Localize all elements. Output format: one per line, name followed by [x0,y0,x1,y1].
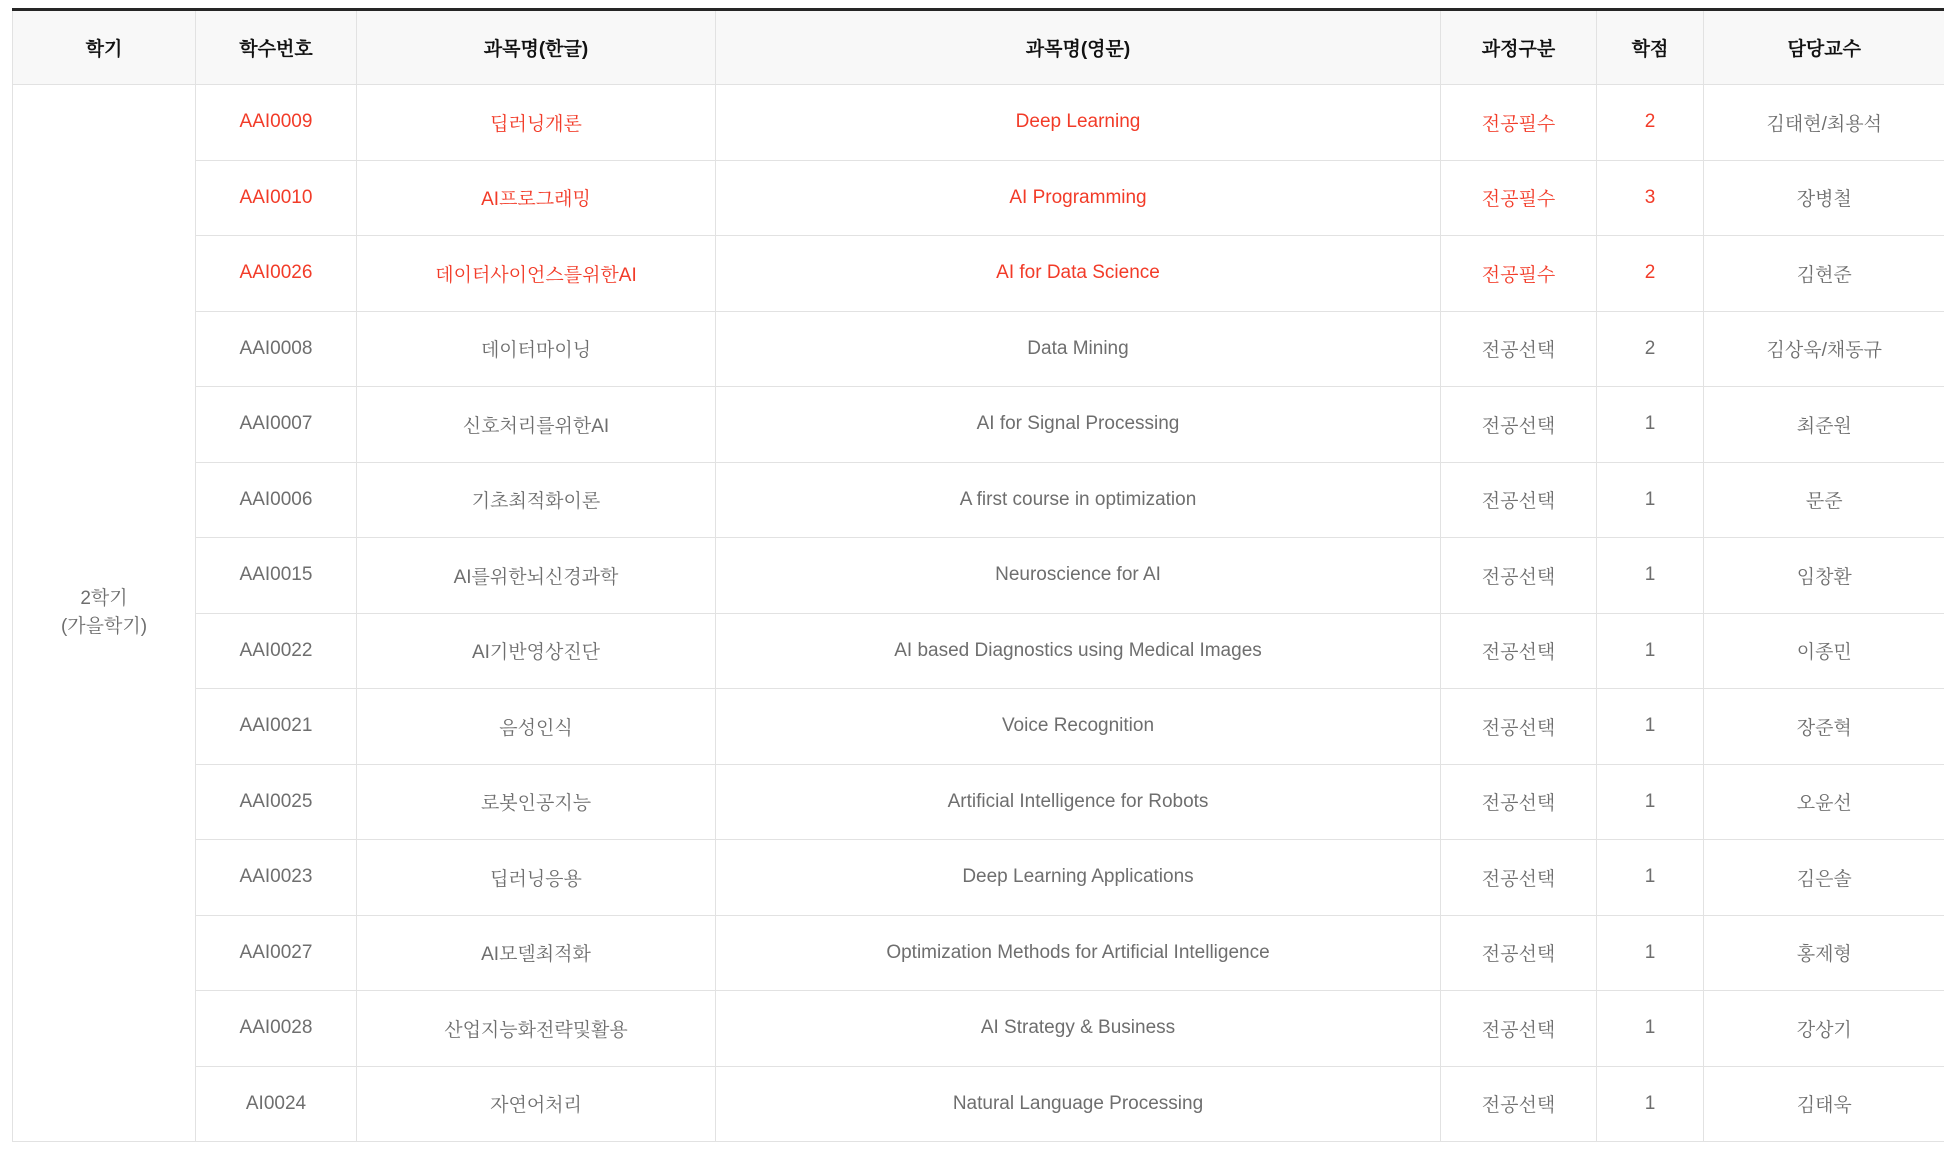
table-row [13,1066,1944,1142]
course-name-kr-cell: 딥러닝응용 [357,840,716,916]
table-row [13,915,1944,991]
header-course-name-en: 과목명(영문) [716,10,1441,85]
credits-cell: 2 [1597,311,1704,387]
course-type-cell: 전공선택 [1441,613,1597,689]
table-row [13,311,1944,387]
course-name-en-cell: Voice Recognition [716,689,1441,765]
course-name-en-cell: AI for Data Science [716,236,1441,312]
header-credits: 학점 [1597,10,1704,85]
header-course-type: 과정구분 [1441,10,1597,85]
credits-cell: 1 [1597,915,1704,991]
professor-cell: 김현준 [1704,236,1944,312]
table-row [13,462,1944,538]
credits-cell: 1 [1597,1066,1704,1142]
table-row [13,160,1944,236]
course-name-kr-cell: AI프로그래밍 [357,160,716,236]
course-code-cell: AAI0008 [196,311,357,387]
course-name-en-cell: Natural Language Processing [716,1066,1441,1142]
professor-cell: 김태욱 [1704,1066,1944,1142]
course-table [12,8,1944,1142]
credits-cell: 1 [1597,613,1704,689]
course-type-cell: 전공선택 [1441,1066,1597,1142]
course-name-kr-cell: 로봇인공지능 [357,764,716,840]
course-type-cell: 전공선택 [1441,991,1597,1067]
course-code-cell: AAI0028 [196,991,357,1067]
professor-cell: 장준혁 [1704,689,1944,765]
course-name-en-cell: A first course in optimization [716,462,1441,538]
course-code-cell: AI0024 [196,1066,357,1142]
course-code-cell: AAI0022 [196,613,357,689]
table-row [13,538,1944,614]
professor-cell: 홍제형 [1704,915,1944,991]
course-name-kr-cell: 자연어처리 [357,1066,716,1142]
course-code-cell: AAI0015 [196,538,357,614]
credits-cell: 1 [1597,764,1704,840]
course-name-en-cell: AI for Signal Processing [716,387,1441,463]
credits-cell: 2 [1597,85,1704,161]
table-row [13,85,1944,161]
course-name-en-cell: AI based Diagnostics using Medical Images [716,613,1441,689]
course-name-en-cell: Artificial Intelligence for Robots [716,764,1441,840]
course-name-kr-cell: 딥러닝개론 [357,85,716,161]
header-course-code: 학수번호 [196,10,357,85]
course-type-cell: 전공선택 [1441,538,1597,614]
professor-cell: 임창환 [1704,538,1944,614]
course-name-kr-cell: AI모델최적화 [357,915,716,991]
semester-line: (가을학기) [21,613,187,641]
course-code-cell: AAI0006 [196,462,357,538]
course-code-cell: AAI0009 [196,85,357,161]
professor-cell: 최준원 [1704,387,1944,463]
credits-cell: 2 [1597,236,1704,312]
credits-cell: 3 [1597,160,1704,236]
course-code-cell: AAI0025 [196,764,357,840]
professor-cell: 이종민 [1704,613,1944,689]
credits-cell: 1 [1597,689,1704,765]
course-type-cell: 전공선택 [1441,387,1597,463]
course-type-cell: 전공선택 [1441,689,1597,765]
table-row [13,613,1944,689]
course-name-kr-cell: 데이터마이닝 [357,311,716,387]
course-name-en-cell: AI Programming [716,160,1441,236]
table-header [13,10,1944,85]
course-type-cell: 전공선택 [1441,915,1597,991]
credits-cell: 1 [1597,840,1704,916]
semester-line: 2학기 [21,585,187,613]
table-body [13,85,1944,1142]
table-row [13,840,1944,916]
header-professor: 담당교수 [1704,10,1944,85]
semester-cell [13,85,196,1142]
course-name-kr-cell: AI를위한뇌신경과학 [357,538,716,614]
professor-cell: 강상기 [1704,991,1944,1067]
course-name-en-cell: Data Mining [716,311,1441,387]
course-name-en-cell: Neuroscience for AI [716,538,1441,614]
course-type-cell: 전공선택 [1441,764,1597,840]
credits-cell: 1 [1597,462,1704,538]
table-row [13,689,1944,765]
professor-cell: 오윤선 [1704,764,1944,840]
course-type-cell: 전공필수 [1441,160,1597,236]
professor-cell: 문준 [1704,462,1944,538]
credits-cell: 1 [1597,538,1704,614]
professor-cell: 김은솔 [1704,840,1944,916]
course-type-cell: 전공필수 [1441,85,1597,161]
course-code-cell: AAI0007 [196,387,357,463]
table-row [13,991,1944,1067]
header-row [13,10,1944,85]
course-name-kr-cell: 신호처리를위한AI [357,387,716,463]
professor-cell: 김상욱/채동규 [1704,311,1944,387]
course-name-en-cell: Deep Learning Applications [716,840,1441,916]
course-name-kr-cell: AI기반영상진단 [357,613,716,689]
table-row [13,764,1944,840]
course-code-cell: AAI0027 [196,915,357,991]
professor-cell: 김태현/최용석 [1704,85,1944,161]
table-row [13,236,1944,312]
course-name-kr-cell: 데이터사이언스를위한AI [357,236,716,312]
professor-cell: 장병철 [1704,160,1944,236]
course-type-cell: 전공선택 [1441,840,1597,916]
credits-cell: 1 [1597,991,1704,1067]
course-code-cell: AAI0023 [196,840,357,916]
table-row [13,387,1944,463]
course-name-kr-cell: 기초최적화이론 [357,462,716,538]
course-type-cell: 전공선택 [1441,462,1597,538]
course-name-kr-cell: 산업지능화전략및활용 [357,991,716,1067]
course-type-cell: 전공필수 [1441,236,1597,312]
credits-cell: 1 [1597,387,1704,463]
course-type-cell: 전공선택 [1441,311,1597,387]
course-code-cell: AAI0010 [196,160,357,236]
course-name-en-cell: Deep Learning [716,85,1441,161]
course-code-cell: AAI0021 [196,689,357,765]
course-name-kr-cell: 음성인식 [357,689,716,765]
course-name-en-cell: Optimization Methods for Artificial Intelligence [716,915,1441,991]
course-name-en-cell: AI Strategy & Business [716,991,1441,1067]
course-code-cell: AAI0026 [196,236,357,312]
header-semester: 학기 [13,10,196,85]
header-course-name-kr: 과목명(한글) [357,10,716,85]
